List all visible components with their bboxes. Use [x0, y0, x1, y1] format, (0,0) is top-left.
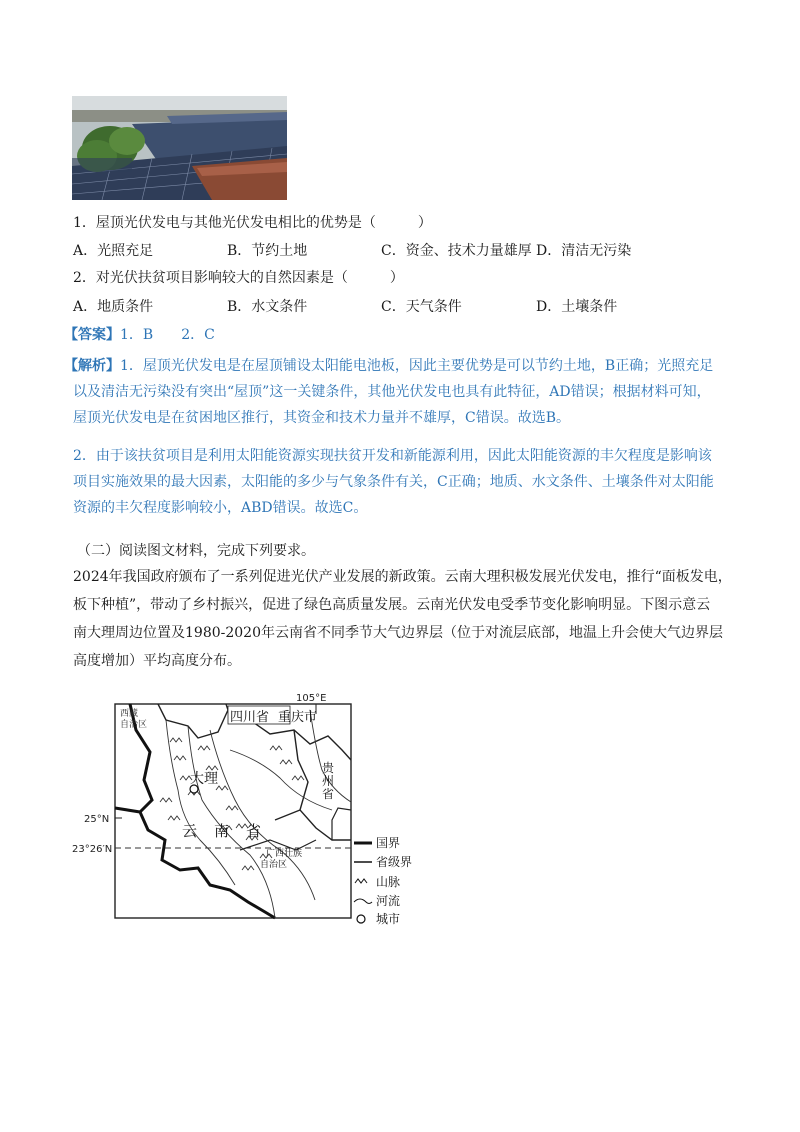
- section-2-line-2: 板下种植”，带动了乡村振兴，促进了绿色高质量发展。云南光伏发电受季节变化影响明显。下图示意云: [73, 597, 711, 613]
- analysis-p1-line-3: 屋顶光伏发电是在贫困地区推行，其资金和技术力量并不雄厚，C错误。故选B。: [73, 410, 570, 426]
- map-frame: [115, 704, 351, 918]
- answer-text: 1．B 2．C: [120, 327, 215, 343]
- question-1-option-a: A．光照充足: [73, 243, 154, 259]
- analysis-p1-line-1: 1．屋顶光伏发电是在屋顶铺设太阳能电池板，因此主要优势是可以节约土地，B正确；光照充足: [120, 358, 714, 374]
- question-2-option-b: B．水文条件: [227, 299, 308, 315]
- yunnan-char-2: 南: [214, 822, 230, 840]
- guizhou-label: 贵州省: [322, 761, 335, 801]
- map-legend: [354, 836, 412, 926]
- legend-national-border: 国界: [376, 836, 401, 850]
- tropic-latitude-label: 23°26′N: [72, 844, 113, 855]
- yunnan-char-3: 省: [246, 822, 262, 840]
- question-2-option-d: D．土壤条件: [536, 299, 618, 315]
- legend-mountain: 山脉: [376, 875, 401, 889]
- question-1-option-b: B．节约土地: [227, 243, 308, 259]
- legend-provincial-border: 省级界: [376, 855, 413, 869]
- analysis-p1-line-2: 以及清洁无污染没有突出“屋顶”这一关键条件，其他光伏发电也具有此特征，AD错误；根据材料可知，: [73, 384, 711, 400]
- dali-label: 大理: [190, 771, 218, 787]
- section-2-line-1: 2024年我国政府颁布了一系列促进光伏产业发展的新政策。云南大理积极发展光伏发电，推行“面板发电，: [73, 569, 732, 585]
- analysis-p2-line-3: 资源的丰欠程度影响较小，ABD错误。故选C。: [73, 500, 368, 516]
- question-1-option-c: C．资金、技术力量雄厚: [381, 243, 532, 259]
- question-2-stem: 2．对光伏扶贫项目影响较大的自然因素是（ ）: [73, 270, 404, 286]
- section-2-line-4: 高度增加）平均高度分布。: [73, 653, 241, 669]
- chongqing-label: 重庆市: [278, 710, 318, 725]
- latitude-25-label: 25°N: [84, 814, 110, 825]
- analysis-paragraph-1: [64, 353, 724, 431]
- analysis-paragraph-2: [73, 443, 733, 521]
- yunnan-dali-location-map: [70, 690, 420, 930]
- tibet-label: 西藏自治区: [120, 709, 148, 730]
- legend-city: 城市: [376, 912, 401, 926]
- analysis-tag: 【解析】: [64, 358, 120, 374]
- legend-river: 河流: [376, 894, 401, 908]
- sichuan-label: 四川省: [230, 710, 270, 725]
- question-2-option-a: A．地质条件: [73, 299, 154, 315]
- question-1-stem: 1．屋顶光伏发电与其他光伏发电相比的优势是（ ）: [73, 215, 432, 231]
- yunnan-char-1: 云: [182, 822, 198, 840]
- section-2-material: [73, 563, 733, 675]
- section-2-heading: （二）阅读图文材料，完成下列要求。: [77, 543, 315, 559]
- rooftop-solar-photo: [72, 96, 287, 200]
- analysis-p2-line-2: 项目实施效果的最大因素，太阳能的多少与气象条件有关，C正确；地质、水文条件、土壤条件对太阳能: [73, 474, 714, 490]
- answer-tag: 【答案】: [64, 327, 120, 343]
- section-2-line-3: 南大理周边位置及1980-2020年云南省不同季节大气边界层（位于对流层底部，地温上升会使大气边界层: [73, 625, 723, 641]
- longitude-label: 105°E: [296, 693, 327, 704]
- guangxi-label: 广西壮族自治区: [260, 849, 303, 870]
- answer-line: [64, 325, 215, 345]
- analysis-p2-line-1: 2．由于该扶贫项目是利用太阳能资源实现扶贫开发和新能源利用，因此太阳能资源的丰欠程度是影响该: [73, 448, 712, 464]
- question-2-option-c: C．天气条件: [381, 299, 462, 315]
- question-1-option-d: D．清洁无污染: [536, 243, 632, 259]
